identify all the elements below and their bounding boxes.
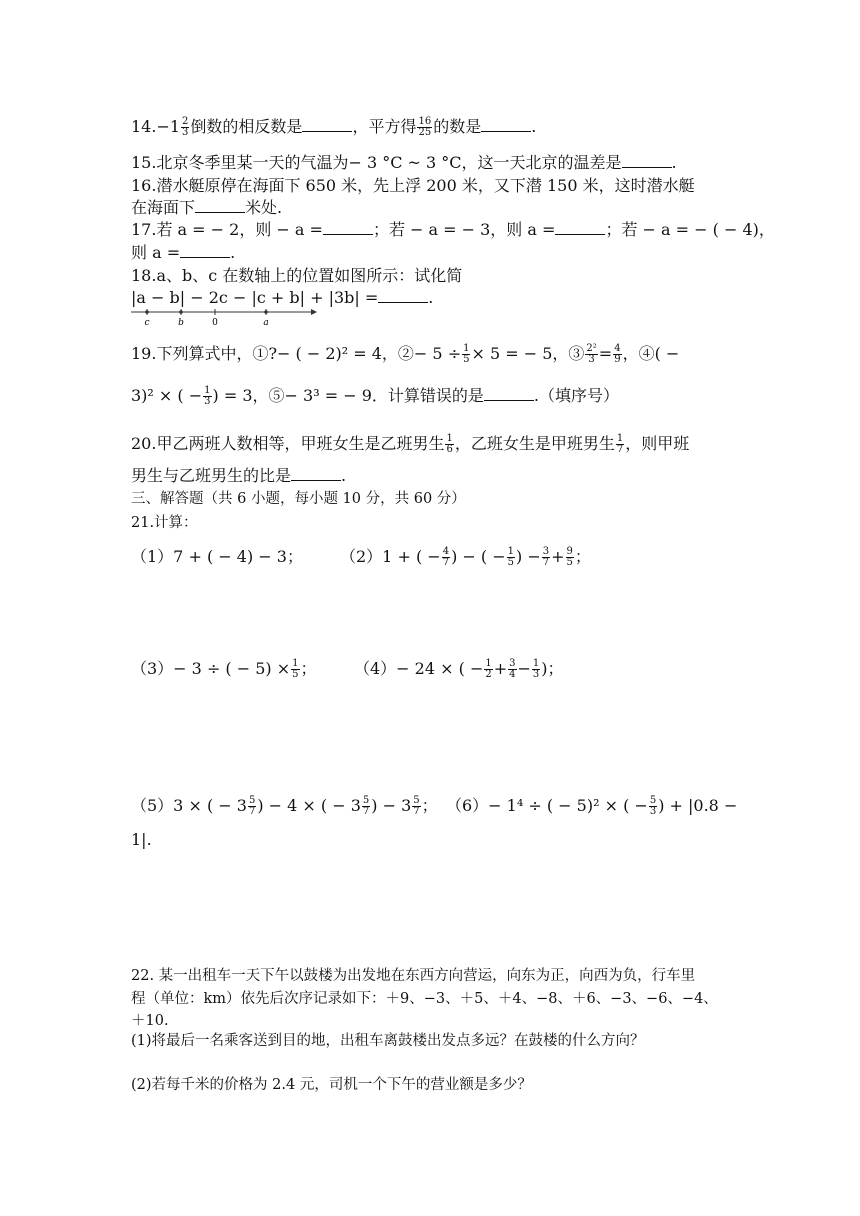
q19-fraction-4: $\frac{1}{3}$ [204,385,211,407]
answer-blank[interactable] [484,386,534,401]
answer-blank[interactable] [622,153,672,168]
q17-part-a: 17.若 a = − 2，则 − a = [131,220,323,239]
q21-p5-frac-3: $\frac{5}{7}$ [413,795,420,817]
q21-p1-text: （1）7 + ( − 4) − 3； [131,547,303,566]
q17-part-b: ；若 − a = − 3，则 a = [372,220,556,239]
q19-line2a: 3)² × ( − [131,386,203,405]
answer-blank[interactable] [180,243,230,258]
q17-line2a: 则 a = [131,243,181,262]
q21-p3-frac: $\frac{1}{5}$ [292,658,299,680]
q21-part-2: （2）1 + ( − $\frac{4}{7}$ ) − ( − $\frac{1}{5}$ ) − $\frac{3}{7}$ + $\frac{9}{5}$ ； [340,546,591,568]
number-line-figure [131,306,321,330]
answer-blank[interactable] [555,220,605,235]
answer-blank[interactable] [302,117,352,132]
q19-line2b: ) = 3，⑤− 3³ = − 9．计算错误的是 [212,386,484,405]
section-3-text: 三、解答题（共 6 小题，每小题 10 分，共 60 分） [131,491,466,507]
answer-blank[interactable] [378,288,428,303]
q17-line2b: . [230,243,236,262]
q21-p6-frac: $\frac{5}{3}$ [649,795,657,817]
q21-p4-frac-1: $\frac{1}{2}$ [485,658,492,680]
q20-line2b: . [341,466,347,485]
q20-fraction-2: $\frac{1}{7}$ [616,433,624,455]
q14-text-c: ，平方得 [352,117,417,136]
q17-part-c: ；若 − a = − ( − 4)， [605,220,775,239]
number-line-label: a [263,318,269,328]
q21-part-3: （3）− 3 ÷ ( − 5) × $\frac{1}{5}$ ； [131,658,317,680]
q16-line2b: 米处. [245,198,283,217]
answer-blank[interactable] [481,117,531,132]
q21-p2-frac-2: $\frac{1}{5}$ [507,546,514,568]
q21-p4-frac-3: $\frac{1}{3}$ [532,658,540,680]
answer-blank[interactable] [195,198,245,213]
number-line-label: c [144,318,150,328]
question-19-line-2 [131,386,619,407]
q18-line1: 18.a、b、c 在数轴上的位置如图所示：试化简 [131,266,463,285]
q16-line2a: 在海面下 [131,198,196,217]
q14-mixed-fraction: $\frac{2}{3}$ [182,116,189,138]
q20-text-a: 20.甲乙两班人数相等，甲班女生是乙班男生 [131,434,445,453]
question-17-line-2 [131,243,235,263]
q14-text-d: 的数是 [433,117,482,136]
question-22-sub-1: (1)将最后一名乘客送到目的地，出租车离鼓楼出发点多远？在鼓楼的什么方向？ [131,1033,645,1049]
q21-p2-frac-1: $\frac{4}{7}$ [442,546,450,568]
q14-mixed-whole: 1 [169,117,181,136]
q20-text-c: ，则甲班 [625,434,690,453]
q19-fraction-1: $\frac{1}{5}$ [463,343,470,365]
number-line-label: 0 [212,318,218,328]
question-22-line-1: 22. 某一出租车一天下午以鼓楼为出发地在东西方向营运，向东为正，向西为负，行车里 [131,968,696,984]
question-16-line-1 [131,176,695,196]
question-21-title [131,513,198,533]
question-15 [131,153,677,173]
answer-blank[interactable] [291,466,341,481]
q18-expression: |a − b| − 2c − |c + b| + |3b| = [131,288,379,307]
q21-part-6: （6）− 1⁴ ÷ ( − 5)² × ( − $\frac{5}{3}$ ) + |0.8 − [446,795,738,817]
q19-text-d: ，④( − [622,344,680,363]
q19-fraction-3: $\frac{4}{9}$ [614,343,621,365]
q21-p4-frac-2: $\frac{3}{4}$ [509,658,516,680]
q21-part-6-line-2: 1|. [131,830,152,849]
q19-text-c: = [598,344,613,363]
q20-text-b: ，乙班女生是甲班男生 [454,434,615,453]
number-line-point [145,310,149,314]
number-line-arrow-icon [311,309,317,315]
q15-end: . [671,153,677,172]
question-16-line-2 [131,198,282,218]
question-20-line-1 [131,434,689,455]
q21-p2-frac-3: $\frac{3}{7}$ [542,546,550,568]
question-20-line-2 [131,466,346,486]
number-line-point [264,310,268,314]
q20-line2a: 男生与乙班男生的比是 [131,466,292,485]
q18-end: . [428,288,434,307]
q19-text-b: × 5 = − 5，③ [471,344,585,363]
q21-part-5: （5）3 × ( − 3 $\frac{5}{7}$ ) − 4 × ( − 3 $\frac{5}{7}$ ) − 3 $\frac{5}{7}$ ； [131,795,438,817]
question-18-line-2 [131,288,433,308]
question-19-line-1 [131,344,679,365]
q14-fraction: $\frac{16}{25}$ [418,116,432,138]
q20-fraction-1: $\frac{1}{6}$ [446,433,453,455]
q21-title-text: 21.计算： [131,515,198,531]
q14-text-e: . [531,117,537,136]
q21-p2-frac-4: $\frac{9}{5}$ [566,546,573,568]
q19-fraction-2: $\frac{\text{2²}}{3}$ [586,343,597,365]
question-22-line-3: ＋10. [131,1013,169,1029]
q21-p5-frac-2: $\frac{5}{7}$ [362,795,370,817]
q19-line2c: .（填序号） [533,386,619,405]
q16-line1: 16.潜水艇原停在海面下 650 米，先上浮 200 米，又下潜 150 米，这时潜水艇 [131,176,695,195]
q14-text-b: 倒数的相反数是 [190,117,303,136]
q21-p5-frac-1: $\frac{5}{7}$ [248,795,256,817]
question-18-line-1 [131,266,462,286]
number-line-label: b [178,318,184,328]
q21-part-1 [131,547,303,567]
q14-prefix: 14.− [131,117,170,136]
q15-text: 15.北京冬季里某一天的气温为− 3 °C ~ 3 °C，这一天北京的温差是 [131,153,622,172]
question-17-line-1 [131,220,775,240]
q19-text-a: 19.下列算式中，①?− ( − 2)² = 4，②− 5 ÷ [131,344,462,363]
question-14 [131,117,536,138]
section-3-heading [131,489,466,509]
q21-part-4: （4）− 24 × ( − $\frac{1}{2}$ + $\frac{3}{4}$ − $\frac{1}{3}$ )； [354,658,564,680]
answer-blank[interactable] [323,220,373,235]
question-22-line-2: 程（单位：km）依先后次序记录如下：＋9、−3、＋5、＋4、−8、＋6、−3、−6、−4、 [131,991,718,1007]
question-22-sub-2: (2)若每千米的价格为 2.4 元，司机一个下午的营业额是多少？ [131,1077,532,1093]
number-line-point [179,310,183,314]
